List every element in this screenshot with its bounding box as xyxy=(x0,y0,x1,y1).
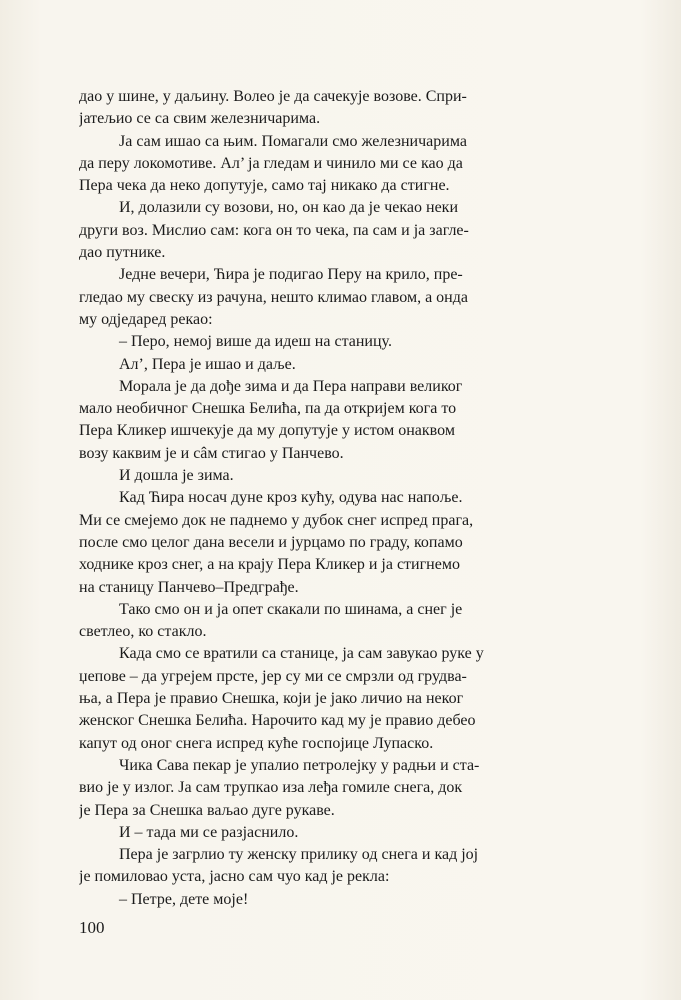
text-line: Тако смо он и ја опет скакали по шинама, а снег је xyxy=(119,600,463,618)
text-line: да перу локомотиве. Ал’ ја гледам и чинило ми се као да xyxy=(79,154,463,172)
text-line: Када смо се вратили са станице, ја сам завукао руке у xyxy=(119,645,484,663)
text-line: на станицу Панчево–Предграђе. xyxy=(79,578,299,596)
text-line: Ја сам ишао са њим. Помагали смо железничарима xyxy=(119,132,467,150)
text-line: И, долазили су возови, но, он као да је чекао неки xyxy=(119,199,459,217)
page-body-text xyxy=(79,86,600,911)
text-line: Једне вечери, Ћира је подигао Перу на крило, пре- xyxy=(119,266,463,284)
text-line: Ал’, Пера је ишао и даље. xyxy=(119,355,296,373)
text-line: Пера је загрлио ту женску прилику од снега и кад јој xyxy=(119,846,479,864)
text-line: други воз. Мислио сам: кога он то чека, па сам и ја загле- xyxy=(79,221,469,239)
text-line: Пера чека да неко допутује, само тај никако да стигне. xyxy=(79,177,450,195)
text-line: женског Снешка Белића. Нарочито кад му је правио дебео xyxy=(79,712,476,730)
page-number: 100 xyxy=(79,918,105,937)
text-line: И дошла је зима. xyxy=(119,467,234,485)
text-line: је Пера за Снешка ваљао дуге рукаве. xyxy=(79,801,335,819)
text-line: ходнике кроз снег, а на крају Пера Кликер и ја стигнемо xyxy=(79,556,460,574)
text-line: капут од оног снега испред куће госпојице Лупаско. xyxy=(79,734,434,752)
text-line: после смо целог дана весели и јурцамо по граду, копамо xyxy=(79,533,463,551)
text-line: дао путнике. xyxy=(79,244,166,262)
text-line: – Петре, дете моје! xyxy=(119,890,249,908)
text-line: мало необичног Снешка Белића, па да откријем кога то xyxy=(79,400,457,418)
text-line: је помиловао уста, јасно сам чуо кад је рекла: xyxy=(79,868,390,886)
text-line: Ми се смејемо док не паднемо у дубок снег испред прага, xyxy=(79,511,474,529)
text-line: вио је у излог. Ја сам трупкао иза леђа гомиле снега, док xyxy=(79,779,463,797)
text-line: ња, а Пера је правио Снешка, који је јако личио на неког xyxy=(79,690,464,708)
text-line: И – тада ми се разјаснило. xyxy=(119,823,299,841)
text-line: џепове – да угрејем прсте, јер су ми се смрзли од грудва- xyxy=(79,667,467,685)
text-line: Чика Сава пекар је упалио петролејку у радњи и ста- xyxy=(119,756,480,774)
text-line: Морала је да дође зима и да Пера направи великог xyxy=(119,377,463,395)
text-line: Пера Кликер ишчекује да му допутује у истом онаквом xyxy=(79,422,455,440)
text-line: му одједаред рекао: xyxy=(79,310,213,328)
text-line: гледао му свеску из рачуна, нешто климао главом, а онда xyxy=(79,288,468,306)
text-line: јатељио се са свим железничарима. xyxy=(79,110,321,128)
text-line: дао у шине, у даљину. Волео је да сачекује возове. Спри- xyxy=(79,88,467,105)
text-line: возу каквим је и сâм стигао у Панчево. xyxy=(79,444,344,462)
text-line: – Перо, немој више да идеш на станицу. xyxy=(119,333,392,351)
text-line: светлео, ко стакло. xyxy=(79,623,207,641)
text-line: Кад Ћира носач дуне кроз кућу, одува нас напоље. xyxy=(119,489,463,507)
